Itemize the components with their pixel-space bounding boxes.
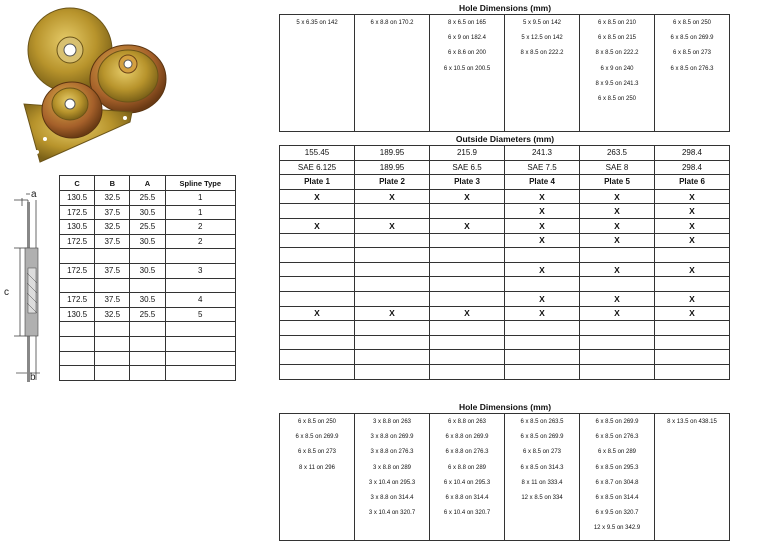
plate-mark — [355, 233, 430, 248]
hole-spec: 6 x 8.8 on 269.9 — [445, 434, 489, 441]
bottom-holes-column — [505, 414, 580, 541]
plate-mark: X — [430, 189, 505, 204]
sae-row — [280, 160, 730, 175]
spline-row — [60, 263, 236, 278]
spline-cell: 25.5 — [130, 191, 165, 206]
sae-row-cell: SAE 7.5 — [505, 160, 580, 175]
dimension-label-c: c — [4, 287, 9, 298]
spline-cell — [60, 249, 95, 264]
spline-cell — [165, 366, 235, 381]
spline-header: C — [60, 176, 95, 191]
plate-row — [280, 189, 730, 204]
spline-cell — [95, 278, 130, 293]
diameter-row-cell: 298.4 — [655, 146, 730, 161]
sae-row-cell: SAE 6.125 — [280, 160, 355, 175]
spline-cell — [95, 322, 130, 337]
plate-mark: X — [505, 233, 580, 248]
spline-cell — [60, 278, 95, 293]
plate-row — [280, 218, 730, 233]
spline-cell — [165, 249, 235, 264]
plate-mark — [355, 321, 430, 336]
plate-mark — [355, 291, 430, 306]
plate-mark: X — [655, 189, 730, 204]
bottom-holes-column — [430, 414, 505, 541]
spline-cell — [60, 322, 95, 337]
spline-row — [60, 278, 236, 293]
spline-row — [60, 293, 236, 308]
plate-mark: X — [580, 233, 655, 248]
hole-spec: 6 x 8.5 on 289 — [597, 449, 637, 456]
hole-spec: 6 x 8.5 on 314.4 — [595, 494, 639, 501]
spline-cell: 172.5 — [60, 205, 95, 220]
plate-mark: X — [580, 204, 655, 219]
diameter-row-cell: 215.9 — [430, 146, 505, 161]
plate-mark — [280, 262, 355, 277]
plate-mark — [430, 262, 505, 277]
plate-row — [280, 335, 730, 350]
plate-mark — [280, 291, 355, 306]
plate-mark: X — [580, 189, 655, 204]
plate-mark: X — [430, 306, 505, 321]
spline-cell: 172.5 — [60, 293, 95, 308]
plate-mark — [430, 364, 505, 379]
dimension-diagram — [0, 188, 60, 388]
hole-spec: 8 x 6.5 on 165 — [447, 20, 487, 26]
hole-spec: 3 x 8.8 on 263 — [372, 419, 412, 425]
spline-row — [60, 366, 236, 381]
spline-cell — [165, 322, 235, 337]
spline-cell: 37.5 — [95, 234, 130, 249]
spline-cell — [165, 278, 235, 293]
hole-spec: 6 x 8.5 on 273 — [672, 50, 712, 57]
diameter-row — [280, 146, 730, 161]
plate-mark — [355, 204, 430, 219]
spline-cell — [60, 366, 95, 381]
hole-spec: 12 x 8.5 on 334 — [521, 494, 563, 501]
plate-mark — [280, 233, 355, 248]
hole-spec: 12 x 9.5 on 342.9 — [593, 525, 641, 532]
spline-cell: 172.5 — [60, 263, 95, 278]
spline-cell — [130, 351, 165, 366]
hole-spec: 6 x 9.5 on 320.7 — [595, 510, 639, 517]
spline-cell: 30.5 — [130, 205, 165, 220]
hole-spec: 6 x 8.5 on 269.9 — [595, 419, 639, 425]
plate-mark — [355, 248, 430, 263]
plate-mark — [655, 248, 730, 263]
plate-row — [280, 291, 730, 306]
plate-mark — [430, 277, 505, 292]
plate-mark — [505, 350, 580, 365]
plate-row — [280, 321, 730, 336]
plate-mark: X — [355, 306, 430, 321]
plate-mark: X — [655, 218, 730, 233]
spline-cell — [165, 351, 235, 366]
plate-row — [280, 277, 730, 292]
hole-spec: 6 x 8.5 on 210 — [597, 20, 637, 26]
plate-mark — [430, 291, 505, 306]
bottom-holes-column — [355, 414, 430, 541]
hole-spec: 6 x 8.8 on 314.4 — [445, 494, 489, 501]
plate-header-row — [280, 175, 730, 190]
spline-cell: 2 — [165, 220, 235, 235]
hole-spec: 6 x 8.5 on 276.3 — [670, 65, 714, 72]
spline-cell: 1 — [165, 191, 235, 206]
plate-mark — [580, 364, 655, 379]
plate-mark: X — [505, 291, 580, 306]
plate-mark — [580, 350, 655, 365]
plate-header-row-cell: Plate 1 — [280, 175, 355, 190]
diameter-row-cell: 263.5 — [580, 146, 655, 161]
hole-spec: 6 x 8.5 on 215 — [597, 35, 637, 42]
top-holes-column — [580, 15, 655, 132]
plate-mark — [505, 335, 580, 350]
spline-row — [60, 336, 236, 351]
hole-spec: 6 x 8.5 on 273 — [522, 449, 562, 456]
hole-spec: 6 x 9 on 182.4 — [447, 35, 487, 42]
top-holes-column — [355, 15, 430, 132]
spline-cell: 32.5 — [95, 220, 130, 235]
bottom-holes-column — [580, 414, 655, 541]
plate-mark — [580, 321, 655, 336]
plate-mark: X — [280, 218, 355, 233]
spline-row — [60, 322, 236, 337]
spline-cell: 30.5 — [130, 293, 165, 308]
hole-spec: 8 x 8.5 on 222.2 — [595, 50, 639, 57]
spline-cell: 130.5 — [60, 220, 95, 235]
hole-spec: 6 x 8.5 on 276.3 — [595, 434, 639, 441]
plate-row — [280, 204, 730, 219]
spline-cell — [95, 366, 130, 381]
plate-mark: X — [280, 306, 355, 321]
plate-mark — [355, 277, 430, 292]
plate-mark — [580, 335, 655, 350]
plate-row — [280, 248, 730, 263]
hole-spec: 6 x 8.5 on 269.9 — [295, 434, 339, 441]
plate-mark — [430, 321, 505, 336]
hole-spec: 8 x 13.5 on 438.15 — [667, 419, 717, 425]
top-holes-title: Hole Dimensions (mm) — [458, 3, 552, 13]
plate-mark — [505, 364, 580, 379]
plate-mark: X — [355, 189, 430, 204]
plate-mark — [280, 350, 355, 365]
spline-header-row — [60, 176, 236, 191]
plate-mark: X — [505, 262, 580, 277]
sae-row-cell: 189.95 — [355, 160, 430, 175]
spline-header: A — [130, 176, 165, 191]
plate-mark: X — [580, 306, 655, 321]
hole-spec: 6 x 10.4 on 295.3 — [443, 479, 491, 486]
plate-row — [280, 306, 730, 321]
hole-spec: 6 x 8.8 on 289 — [447, 464, 487, 471]
plate-mark: X — [655, 291, 730, 306]
hole-spec: 3 x 10.4 on 320.7 — [368, 510, 416, 517]
spline-table — [59, 175, 236, 381]
plate-mark — [505, 321, 580, 336]
diameter-row-cell: 189.95 — [355, 146, 430, 161]
plate-mark: X — [505, 189, 580, 204]
plate-mark — [655, 350, 730, 365]
hole-spec: 8 x 9.5 on 241.3 — [595, 80, 639, 87]
diameter-row-cell: 241.3 — [505, 146, 580, 161]
spline-row — [60, 249, 236, 264]
spline-cell — [130, 366, 165, 381]
hole-spec: 3 x 8.8 on 314.4 — [370, 494, 414, 501]
plate-header-row-cell: Plate 6 — [655, 175, 730, 190]
sae-row-cell: SAE 8 — [580, 160, 655, 175]
spline-cell: 172.5 — [60, 234, 95, 249]
plate-mark — [355, 350, 430, 365]
hole-spec: 3 x 8.8 on 276.3 — [370, 449, 414, 456]
spline-header: Spline Type — [165, 176, 235, 191]
plate-mark: X — [655, 306, 730, 321]
plate-mark — [355, 335, 430, 350]
hole-spec: 6 x 8.8 on 170.2 — [370, 20, 414, 26]
spline-cell: 5 — [165, 307, 235, 322]
dimension-label-a: a — [31, 189, 37, 200]
plate-mark — [580, 248, 655, 263]
hole-spec: 6 x 10.5 on 200.5 — [443, 65, 491, 72]
top-holes-column — [280, 15, 355, 132]
plate-row — [280, 350, 730, 365]
hole-spec: 6 x 8.5 on 269.9 — [520, 434, 564, 441]
spline-cell — [130, 336, 165, 351]
hole-spec: 3 x 10.4 on 295.3 — [368, 479, 416, 486]
hole-spec: 6 x 8.6 on 200 — [447, 50, 487, 57]
plate-header-row-cell: Plate 4 — [505, 175, 580, 190]
product-photo — [10, 4, 170, 164]
spline-cell — [95, 351, 130, 366]
plate-mark: X — [580, 218, 655, 233]
diameter-row-cell: 155.45 — [280, 146, 355, 161]
spline-cell: 37.5 — [95, 293, 130, 308]
hole-spec: 5 x 6.35 on 142 — [296, 20, 338, 26]
spline-header: B — [95, 176, 130, 191]
spline-cell: 2 — [165, 234, 235, 249]
plate-mark: X — [505, 218, 580, 233]
spline-cell — [130, 249, 165, 264]
plate-header-row-cell: Plate 2 — [355, 175, 430, 190]
spline-row — [60, 351, 236, 366]
spline-row — [60, 234, 236, 249]
plate-mark — [355, 262, 430, 277]
top-holes-table — [279, 14, 730, 132]
spline-cell: 30.5 — [130, 234, 165, 249]
spline-cell: 1 — [165, 205, 235, 220]
spline-cell — [165, 336, 235, 351]
spline-cell: 25.5 — [130, 307, 165, 322]
plate-mark — [505, 248, 580, 263]
plate-header-row-cell: Plate 3 — [430, 175, 505, 190]
spline-cell: 130.5 — [60, 191, 95, 206]
bottom-holes-title: Hole Dimensions (mm) — [458, 402, 552, 412]
top-holes-column — [505, 15, 580, 132]
spline-cell — [130, 278, 165, 293]
plate-mark — [505, 277, 580, 292]
plate-mark — [580, 277, 655, 292]
plate-mark — [280, 204, 355, 219]
hole-spec: 6 x 8.5 on 263.5 — [520, 419, 564, 425]
hole-spec: 6 x 8.5 on 295.3 — [595, 464, 639, 471]
plate-mark: X — [505, 306, 580, 321]
plate-mark: X — [430, 218, 505, 233]
hole-spec: 6 x 10.4 on 320.7 — [443, 510, 491, 517]
sae-row-cell: 298.4 — [655, 160, 730, 175]
spline-row — [60, 191, 236, 206]
hole-spec: 6 x 8.8 on 263 — [447, 419, 487, 425]
spline-cell: 130.5 — [60, 307, 95, 322]
plate-mark: X — [505, 204, 580, 219]
hole-spec: 6 x 8.7 on 304.8 — [595, 479, 639, 486]
spline-row — [60, 205, 236, 220]
plate-row — [280, 233, 730, 248]
hole-spec: 5 x 9.5 on 142 — [522, 20, 562, 26]
plate-mark — [280, 277, 355, 292]
plate-mark — [280, 364, 355, 379]
bottom-holes-column — [655, 414, 730, 541]
hole-spec: 6 x 8.5 on 269.9 — [670, 35, 714, 42]
plate-mark — [430, 248, 505, 263]
spline-cell — [60, 351, 95, 366]
plate-mark — [655, 277, 730, 292]
plate-mark — [280, 321, 355, 336]
outside-diameters-title: Outside Diameters (mm) — [455, 134, 555, 144]
spline-cell: 30.5 — [130, 263, 165, 278]
hole-spec: 6 x 8.8 on 276.3 — [445, 449, 489, 456]
spline-row — [60, 220, 236, 235]
plate-mark: X — [280, 189, 355, 204]
plate-row — [280, 262, 730, 277]
spline-cell — [95, 336, 130, 351]
spline-cell: 32.5 — [95, 307, 130, 322]
hole-spec: 5 x 12.5 on 142 — [521, 35, 563, 42]
spline-cell — [130, 322, 165, 337]
spline-cell: 3 — [165, 263, 235, 278]
hole-spec: 6 x 9 on 240 — [600, 65, 634, 72]
plate-row — [280, 364, 730, 379]
spline-row — [60, 307, 236, 322]
hole-spec: 8 x 11 on 296 — [299, 464, 335, 471]
plate-mark — [430, 335, 505, 350]
spline-cell: 25.5 — [130, 220, 165, 235]
hole-spec: 8 x 11 on 333.4 — [521, 479, 563, 486]
dimension-label-b: b — [30, 372, 36, 383]
spline-cell: 37.5 — [95, 205, 130, 220]
plate-mark — [430, 233, 505, 248]
plate-mark: X — [355, 218, 430, 233]
plate-mark — [655, 335, 730, 350]
plate-mark — [655, 364, 730, 379]
spline-cell — [60, 336, 95, 351]
plate-mark — [430, 350, 505, 365]
hole-spec: 6 x 8.5 on 250 — [597, 95, 637, 102]
plate-mark — [430, 204, 505, 219]
plate-mark — [655, 321, 730, 336]
outside-diameters-table — [279, 145, 730, 380]
plate-mark: X — [655, 233, 730, 248]
plate-mark: X — [655, 262, 730, 277]
hole-spec: 8 x 8.5 on 222.2 — [520, 50, 564, 57]
hole-spec: 6 x 8.5 on 250 — [297, 419, 337, 425]
sae-row-cell: SAE 6.5 — [430, 160, 505, 175]
plate-mark — [355, 364, 430, 379]
plate-mark — [280, 335, 355, 350]
plate-mark: X — [580, 262, 655, 277]
spline-cell: 37.5 — [95, 263, 130, 278]
hole-spec: 6 x 8.5 on 314.3 — [520, 464, 564, 471]
plate-header-row-cell: Plate 5 — [580, 175, 655, 190]
hole-spec: 3 x 8.8 on 269.9 — [370, 434, 414, 441]
top-holes-column — [655, 15, 730, 132]
spline-cell — [95, 249, 130, 264]
hole-spec: 6 x 8.5 on 250 — [672, 20, 712, 26]
plate-mark — [280, 248, 355, 263]
plate-mark: X — [580, 291, 655, 306]
spline-cell: 32.5 — [95, 191, 130, 206]
bottom-holes-table — [279, 413, 730, 541]
hole-spec: 3 x 8.8 on 289 — [372, 464, 412, 471]
top-holes-column — [430, 15, 505, 132]
hole-spec: 6 x 8.5 on 273 — [297, 449, 337, 456]
bottom-holes-column — [280, 414, 355, 541]
spline-cell: 4 — [165, 293, 235, 308]
plate-mark: X — [655, 204, 730, 219]
